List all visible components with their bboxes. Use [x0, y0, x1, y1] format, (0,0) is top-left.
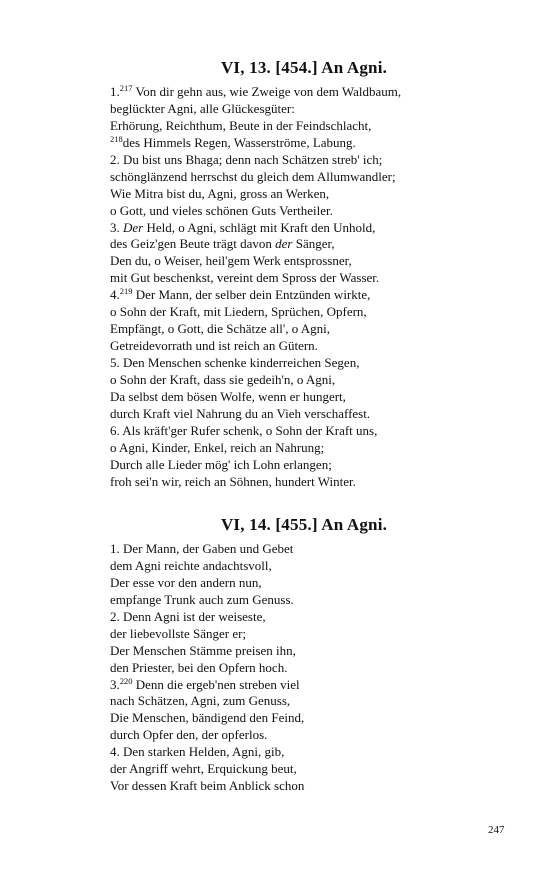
- text-line: [110, 677, 304, 694]
- line-text: Von dir gehn aus, wie Zweige von dem Waldbaum,: [132, 84, 402, 99]
- text-line: Getreidevorrath und ist reich an Gütern.: [110, 338, 318, 354]
- footnote-marker[interactable]: 217: [119, 83, 133, 93]
- text-line: der liebevollste Sänger er;: [110, 625, 247, 641]
- hymn-text: [110, 84, 401, 491]
- text-line: 2. Du bist uns Bhaga; denn nach Schätzen streb' ich;: [110, 151, 383, 167]
- text-line: Den du, o Weiser, heil'gem Werk entsprossner,: [110, 253, 352, 269]
- line-text: 3.: [110, 219, 123, 235]
- text-line: o Gott, und vieles schönen Guts Vertheiler.: [110, 202, 333, 218]
- text-line: [110, 84, 401, 101]
- text-line: nach Schätzen, Agni, zum Genuss,: [110, 693, 291, 709]
- text-line: Wie Mitra bist du, Agni, gross an Werken,: [110, 185, 330, 201]
- verse-number: 3.: [110, 676, 120, 692]
- text-line: 4. Den starken Helden, Agni, gib,: [110, 744, 285, 760]
- text-line: 6. Als kräft'ger Rufer schenk, o Sohn der Kraft uns,: [110, 422, 378, 438]
- text-line: beglückter Agni, alle Glückesgüter:: [110, 100, 295, 116]
- line-text: Denn die ergeb'nen streben viel: [132, 676, 300, 692]
- hymn-title: VI, 13. [454.] An Agni.: [220, 58, 388, 77]
- text-line: [110, 135, 401, 152]
- verse-number: 4.: [110, 287, 120, 303]
- page-number: 247: [488, 824, 505, 836]
- line-text: des Himmels Regen, Wasserströme, Labung.: [122, 134, 356, 150]
- text-line: schönglänzend herrschst du gleich dem Allumwandler;: [110, 168, 396, 184]
- footnote-marker[interactable]: 218: [110, 133, 123, 144]
- text-line: durch Kraft viel Nahrung du an Vieh verschaffest.: [110, 405, 371, 421]
- text-line: empfange Trunk auch zum Genuss.: [110, 591, 294, 607]
- text-line: 1. Der Mann, der Gaben und Gebet: [110, 541, 294, 556]
- text-line: froh sei'n wir, reich an Söhnen, hundert Winter.: [110, 473, 356, 489]
- hymn-title: VI, 14. [455.] An Agni.: [220, 515, 388, 534]
- line-text: des Geiz'gen Beute trägt davon: [110, 236, 276, 252]
- footnote-marker[interactable]: 220: [119, 675, 133, 686]
- text-line: Empfängt, o Gott, die Schätze all', o Agni,: [110, 321, 331, 337]
- text-line: dem Agni reichte andachtsvoll,: [110, 557, 272, 573]
- verse-number: 1.: [110, 84, 120, 99]
- text-line: Durch alle Lieder mög' ich Lohn erlangen;: [110, 456, 332, 472]
- line-text: Sänger,: [292, 236, 335, 252]
- line-text: Der Mann, der selber dein Entzünden wirkte,: [132, 287, 371, 303]
- text-line: Die Menschen, bändigend den Feind,: [110, 710, 305, 726]
- text-line: o Sohn der Kraft, mit Liedern, Sprüchen, Opfern,: [110, 304, 367, 320]
- text-line: [110, 287, 401, 304]
- text-line: 5. Den Menschen schenke kinderreichen Segen,: [110, 355, 360, 370]
- text-line: Der Menschen Stämme preisen ihn,: [110, 642, 296, 658]
- text-line: o Agni, Kinder, Enkel, reich an Nahrung;: [110, 439, 325, 455]
- line-text: Held, o Agni, schlägt mit Kraft den Unhold,: [143, 219, 376, 235]
- italic-word: der: [275, 236, 293, 252]
- text-line: den Priester, bei den Opfern hoch.: [110, 659, 288, 675]
- text-line: Da selbst dem bösen Wolfe, wenn er hungert,: [110, 388, 346, 404]
- text-line: Vor dessen Kraft beim Anblick schon: [110, 778, 305, 794]
- text-line: o Sohn der Kraft, dass sie gedeih'n, o Agni,: [110, 371, 336, 387]
- text-line: [110, 220, 401, 237]
- text-line: der Angriff wehrt, Erquickung beut,: [110, 761, 297, 777]
- text-line: Der esse vor den andern nun,: [110, 574, 262, 590]
- text-line: mit Gut beschenkst, vereint dem Spross der Wasser.: [110, 270, 380, 286]
- italic-word: Der: [123, 219, 144, 235]
- text-line: [110, 236, 401, 253]
- footnote-marker[interactable]: 219: [119, 286, 133, 297]
- text-line: durch Opfer den, der opferlos.: [110, 727, 268, 743]
- hymn-text: [110, 541, 304, 795]
- text-line: Erhörung, Reichthum, Beute in der Feindschlacht,: [110, 117, 372, 133]
- text-line: 2. Denn Agni ist der weiseste,: [110, 608, 266, 624]
